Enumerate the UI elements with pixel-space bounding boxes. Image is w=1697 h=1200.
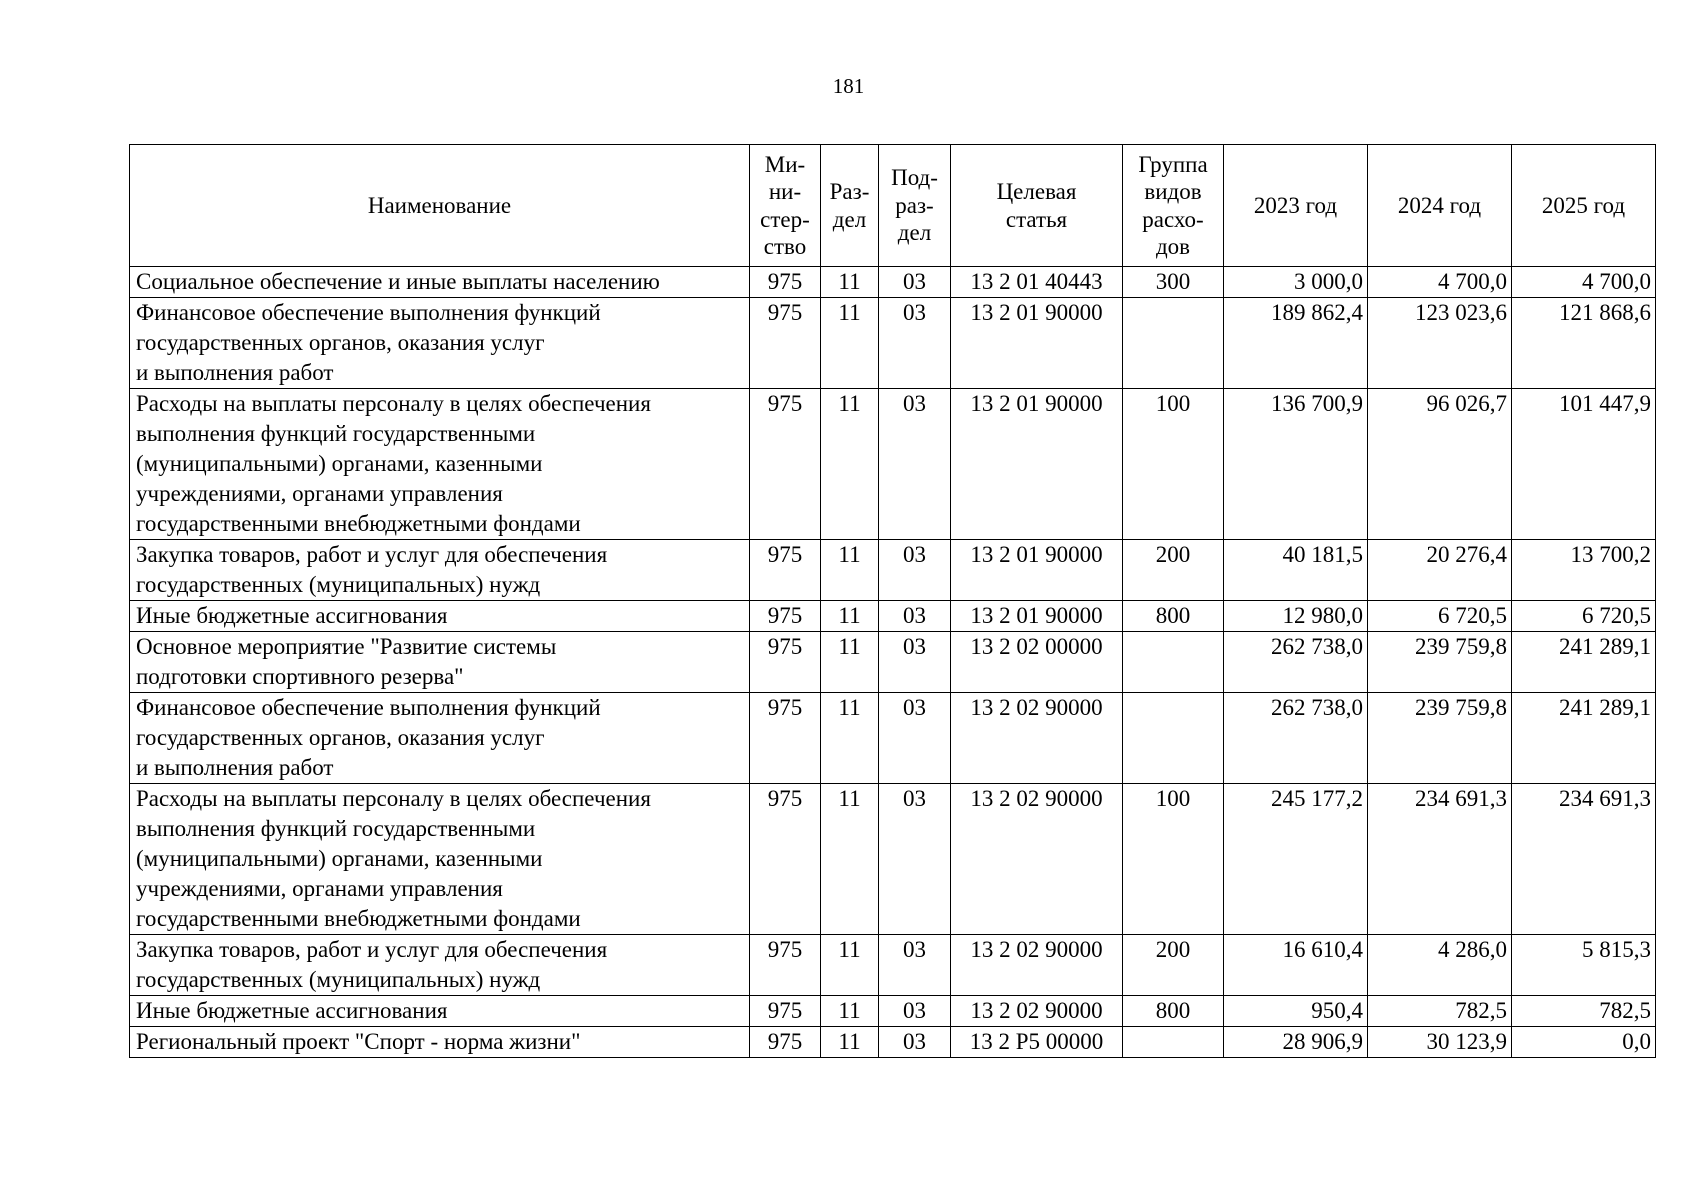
cell-section: 11 bbox=[821, 540, 879, 601]
cell-section: 11 bbox=[821, 784, 879, 935]
cell-subsection: 03 bbox=[879, 996, 951, 1027]
budget-table bbox=[129, 144, 1656, 1058]
cell-group: 800 bbox=[1123, 996, 1224, 1027]
cell-group: 800 bbox=[1123, 601, 1224, 632]
cell-target: 13 2 01 40443 bbox=[951, 267, 1123, 298]
cell-name: Расходы на выплаты персоналу в целях обеспечения выполнения функций государственными (муниципальными) органами, казенными учреждениями, органами управления государственными внебюджетными фондами bbox=[130, 389, 750, 540]
cell-2024: 123 023,6 bbox=[1368, 298, 1512, 389]
cell-2024: 6 720,5 bbox=[1368, 601, 1512, 632]
cell-ministry: 975 bbox=[750, 632, 821, 693]
cell-subsection: 03 bbox=[879, 784, 951, 935]
table-body bbox=[130, 267, 1656, 1058]
cell-2024: 782,5 bbox=[1368, 996, 1512, 1027]
cell-group bbox=[1123, 632, 1224, 693]
header-subsection: Под- раз- дел bbox=[879, 145, 951, 267]
cell-name: Иные бюджетные ассигнования bbox=[130, 996, 750, 1027]
table-row bbox=[130, 693, 1656, 784]
cell-2025: 4 700,0 bbox=[1512, 267, 1656, 298]
header-2023: 2023 год bbox=[1224, 145, 1368, 267]
table-row bbox=[130, 601, 1656, 632]
cell-name: Финансовое обеспечение выполнения функций государственных органов, оказания услуг и выполнения работ bbox=[130, 693, 750, 784]
cell-target: 13 2 02 90000 bbox=[951, 784, 1123, 935]
cell-section: 11 bbox=[821, 632, 879, 693]
cell-group: 200 bbox=[1123, 935, 1224, 996]
cell-2025: 241 289,1 bbox=[1512, 693, 1656, 784]
cell-group: 300 bbox=[1123, 267, 1224, 298]
cell-subsection: 03 bbox=[879, 267, 951, 298]
header-2025: 2025 год bbox=[1512, 145, 1656, 267]
cell-2025: 5 815,3 bbox=[1512, 935, 1656, 996]
cell-2025: 782,5 bbox=[1512, 996, 1656, 1027]
cell-2023: 262 738,0 bbox=[1224, 693, 1368, 784]
cell-name: Закупка товаров, работ и услуг для обеспечения государственных (муниципальных) нужд bbox=[130, 540, 750, 601]
table-row bbox=[130, 389, 1656, 540]
cell-2025: 13 700,2 bbox=[1512, 540, 1656, 601]
table-row bbox=[130, 540, 1656, 601]
cell-subsection: 03 bbox=[879, 935, 951, 996]
cell-section: 11 bbox=[821, 996, 879, 1027]
cell-section: 11 bbox=[821, 935, 879, 996]
cell-2025: 241 289,1 bbox=[1512, 632, 1656, 693]
cell-2023: 28 906,9 bbox=[1224, 1027, 1368, 1058]
header-target-article: Целевая статья bbox=[951, 145, 1123, 267]
cell-group bbox=[1123, 693, 1224, 784]
cell-2023: 950,4 bbox=[1224, 996, 1368, 1027]
cell-2023: 12 980,0 bbox=[1224, 601, 1368, 632]
cell-target: 13 2 P5 00000 bbox=[951, 1027, 1123, 1058]
cell-section: 11 bbox=[821, 267, 879, 298]
cell-ministry: 975 bbox=[750, 693, 821, 784]
cell-2023: 40 181,5 bbox=[1224, 540, 1368, 601]
cell-target: 13 2 02 00000 bbox=[951, 632, 1123, 693]
cell-subsection: 03 bbox=[879, 632, 951, 693]
header-2024: 2024 год bbox=[1368, 145, 1512, 267]
table-row bbox=[130, 996, 1656, 1027]
cell-subsection: 03 bbox=[879, 1027, 951, 1058]
cell-ministry: 975 bbox=[750, 601, 821, 632]
cell-subsection: 03 bbox=[879, 389, 951, 540]
cell-target: 13 2 01 90000 bbox=[951, 298, 1123, 389]
cell-ministry: 975 bbox=[750, 996, 821, 1027]
cell-2023: 3 000,0 bbox=[1224, 267, 1368, 298]
cell-target: 13 2 02 90000 bbox=[951, 693, 1123, 784]
cell-subsection: 03 bbox=[879, 601, 951, 632]
table-row bbox=[130, 784, 1656, 935]
cell-subsection: 03 bbox=[879, 298, 951, 389]
cell-2024: 30 123,9 bbox=[1368, 1027, 1512, 1058]
cell-target: 13 2 02 90000 bbox=[951, 996, 1123, 1027]
table-row bbox=[130, 935, 1656, 996]
cell-2025: 121 868,6 bbox=[1512, 298, 1656, 389]
cell-ministry: 975 bbox=[750, 935, 821, 996]
cell-2023: 189 862,4 bbox=[1224, 298, 1368, 389]
table-row bbox=[130, 1027, 1656, 1058]
table-row bbox=[130, 298, 1656, 389]
cell-target: 13 2 01 90000 bbox=[951, 389, 1123, 540]
cell-2025: 0,0 bbox=[1512, 1027, 1656, 1058]
cell-ministry: 975 bbox=[750, 298, 821, 389]
cell-section: 11 bbox=[821, 389, 879, 540]
cell-2025: 101 447,9 bbox=[1512, 389, 1656, 540]
cell-ministry: 975 bbox=[750, 540, 821, 601]
cell-2024: 4 286,0 bbox=[1368, 935, 1512, 996]
cell-section: 11 bbox=[821, 693, 879, 784]
cell-name: Финансовое обеспечение выполнения функций государственных органов, оказания услуг и выполнения работ bbox=[130, 298, 750, 389]
cell-2024: 234 691,3 bbox=[1368, 784, 1512, 935]
cell-2024: 20 276,4 bbox=[1368, 540, 1512, 601]
cell-subsection: 03 bbox=[879, 693, 951, 784]
cell-name: Расходы на выплаты персоналу в целях обеспечения выполнения функций государственными (муниципальными) органами, казенными учреждениями, органами управления государственными внебюджетными фондами bbox=[130, 784, 750, 935]
cell-ministry: 975 bbox=[750, 1027, 821, 1058]
cell-2024: 96 026,7 bbox=[1368, 389, 1512, 540]
cell-name: Иные бюджетные ассигнования bbox=[130, 601, 750, 632]
cell-2023: 245 177,2 bbox=[1224, 784, 1368, 935]
cell-name: Закупка товаров, работ и услуг для обеспечения государственных (муниципальных) нужд bbox=[130, 935, 750, 996]
cell-2023: 16 610,4 bbox=[1224, 935, 1368, 996]
cell-target: 13 2 01 90000 bbox=[951, 601, 1123, 632]
cell-group: 100 bbox=[1123, 389, 1224, 540]
cell-target: 13 2 02 90000 bbox=[951, 935, 1123, 996]
cell-target: 13 2 01 90000 bbox=[951, 540, 1123, 601]
table-header-row bbox=[130, 145, 1656, 267]
header-ministry: Ми- ни- стер- ство bbox=[750, 145, 821, 267]
cell-2024: 239 759,8 bbox=[1368, 693, 1512, 784]
cell-group: 100 bbox=[1123, 784, 1224, 935]
table-row bbox=[130, 632, 1656, 693]
cell-2024: 4 700,0 bbox=[1368, 267, 1512, 298]
cell-2023: 262 738,0 bbox=[1224, 632, 1368, 693]
cell-ministry: 975 bbox=[750, 389, 821, 540]
cell-group bbox=[1123, 298, 1224, 389]
header-expense-group: Группа видов расхо- дов bbox=[1123, 145, 1224, 267]
cell-ministry: 975 bbox=[750, 267, 821, 298]
cell-section: 11 bbox=[821, 298, 879, 389]
cell-section: 11 bbox=[821, 601, 879, 632]
cell-2025: 6 720,5 bbox=[1512, 601, 1656, 632]
cell-section: 11 bbox=[821, 1027, 879, 1058]
cell-name: Региональный проект "Спорт - норма жизни" bbox=[130, 1027, 750, 1058]
cell-group: 200 bbox=[1123, 540, 1224, 601]
table-row bbox=[130, 267, 1656, 298]
page-number: 181 bbox=[832, 74, 865, 98]
cell-2023: 136 700,9 bbox=[1224, 389, 1368, 540]
header-section: Раз- дел bbox=[821, 145, 879, 267]
cell-ministry: 975 bbox=[750, 784, 821, 935]
cell-name: Социальное обеспечение и иные выплаты населению bbox=[130, 267, 750, 298]
cell-2025: 234 691,3 bbox=[1512, 784, 1656, 935]
cell-group bbox=[1123, 1027, 1224, 1058]
header-name: Наименование bbox=[130, 145, 750, 267]
cell-2024: 239 759,8 bbox=[1368, 632, 1512, 693]
cell-name: Основное мероприятие "Развитие системы подготовки спортивного резерва" bbox=[130, 632, 750, 693]
cell-subsection: 03 bbox=[879, 540, 951, 601]
